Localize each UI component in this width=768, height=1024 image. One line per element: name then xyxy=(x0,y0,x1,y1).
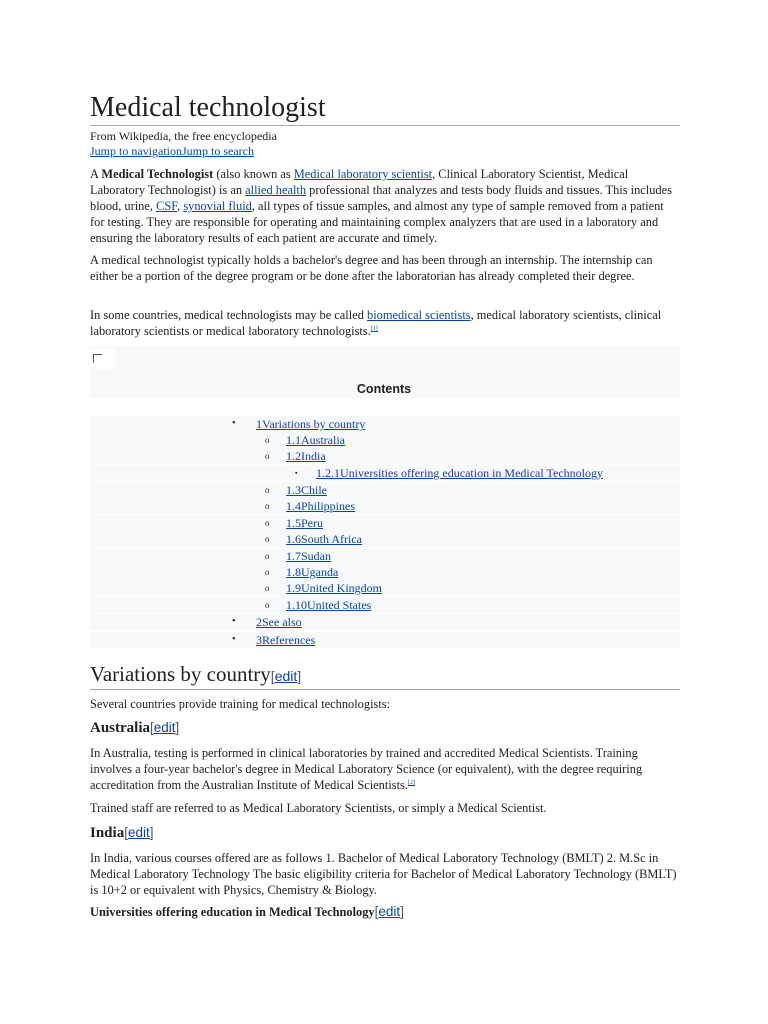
toc-item[interactable] xyxy=(90,580,680,596)
biomedical-scientists-link[interactable]: biomedical scientists xyxy=(367,308,471,322)
toc-number: 1.5 xyxy=(286,516,301,530)
toc-number: 1 xyxy=(256,417,262,431)
toc-number: 3 xyxy=(256,633,262,647)
toc-link[interactable] xyxy=(286,515,323,531)
text: (also known as xyxy=(213,167,294,181)
toc-number: 1.2 xyxy=(286,449,301,463)
toc-label: United States xyxy=(307,598,372,612)
toc-item[interactable] xyxy=(90,632,680,648)
section-heading-variations xyxy=(90,662,680,690)
toc-item[interactable] xyxy=(90,531,680,547)
toc-link[interactable] xyxy=(286,597,371,613)
edit-link[interactable]: edit xyxy=(127,825,150,840)
edit-link[interactable]: edit xyxy=(153,720,176,735)
text: , medical laboratory scientists, clinical laboratory scientists or medical laboratory technologists. xyxy=(90,308,662,338)
circle-bullet-icon: o xyxy=(265,451,270,461)
bullet-icon: • xyxy=(232,418,236,429)
toc-title: Contents xyxy=(356,382,412,396)
toc-item[interactable] xyxy=(90,614,680,630)
toc-number: 1.2.1 xyxy=(316,466,340,480)
text: In some countries, medical technologists may be called xyxy=(90,308,367,322)
toc-item[interactable] xyxy=(90,548,680,564)
medical-laboratory-scientist-link[interactable]: Medical laboratory scientist xyxy=(293,167,433,181)
australia-paragraph-1 xyxy=(90,745,680,793)
edit-section-link: [edit] xyxy=(124,825,154,840)
edit-section-link: [edit] xyxy=(150,720,180,735)
toc-link[interactable] xyxy=(286,448,326,464)
text: , all types of tissue samples, and almost any type of sample removed from a patient for testing. They are responsible for operating and maintaining complex analyzers that are used in a laboratory and ensuring the laboratory results of each patient are accurate and timely. xyxy=(90,199,664,245)
toc-label: India xyxy=(301,449,326,463)
bullet-icon: • xyxy=(232,616,236,627)
circle-bullet-icon: o xyxy=(265,551,270,561)
edit-section-link: [edit] xyxy=(270,668,302,684)
jump-to-search-link[interactable]: Jump to search xyxy=(182,144,254,158)
text: In Australia, testing is performed in clinical laboratories by trained and accredited Medical Scientists. Training involves a four-year bachelor's degree in Medical Laboratory Science (or equivalent), with the degree requiring accreditation from the Australian Institute of Medical Scientists. xyxy=(90,746,643,792)
toc-item[interactable] xyxy=(90,432,680,448)
toc-link[interactable] xyxy=(286,580,382,596)
circle-bullet-icon: o xyxy=(265,485,270,495)
toc-label: Philippines xyxy=(301,499,356,513)
toc-label: Chile xyxy=(301,483,327,497)
toc-item[interactable] xyxy=(90,482,680,498)
toc-link[interactable] xyxy=(286,482,327,498)
toc-label: Australia xyxy=(301,433,345,447)
intro-paragraph-1 xyxy=(90,166,680,246)
circle-bullet-icon: o xyxy=(265,435,270,445)
square-bullet-icon: ▪ xyxy=(295,469,298,477)
toc-link[interactable] xyxy=(316,465,603,481)
heading-text: Universities offering education in Medical Technology xyxy=(90,905,375,919)
text: , xyxy=(177,199,184,213)
toc-link[interactable] xyxy=(286,548,331,564)
toc-label: Universities offering education in Medical Technology xyxy=(340,466,603,480)
allied-health-link[interactable]: allied health xyxy=(245,183,307,197)
toc-number: 1.4 xyxy=(286,499,301,513)
circle-bullet-icon: o xyxy=(265,600,270,610)
variations-intro: Several countries provide training for medical technologists: xyxy=(90,697,391,711)
circle-bullet-icon: o xyxy=(265,534,270,544)
toc-link[interactable] xyxy=(286,531,362,547)
edit-section-link: [edit] xyxy=(374,904,404,919)
toc-label: See also xyxy=(262,615,302,629)
toc-number: 1.1 xyxy=(286,433,301,447)
india-paragraph-1: In India, various courses offered are as follows 1. Bachelor of Medical Laboratory Technology (BMLT) 2. M.Sc in Medical Laboratory Technology The basic eligibility criteria for Bachelor of Medical Laboratory Technology (BMLT) is 10+2 or equivalent with Physics, Chemistry & Biology. xyxy=(90,851,677,897)
toc-number: 1.8 xyxy=(286,565,301,579)
reference-1[interactable]: [1] xyxy=(370,326,378,332)
toc-item[interactable] xyxy=(90,564,680,580)
toc-item[interactable] xyxy=(90,416,680,432)
toc-item[interactable] xyxy=(90,448,680,464)
section-heading-india xyxy=(90,823,154,843)
toc-label: United Kingdom xyxy=(301,581,382,595)
synovial-fluid-link[interactable]: synovial fluid xyxy=(183,199,252,213)
australia-paragraph-2: Trained staff are referred to as Medical Laboratory Scientists, or simply a Medical Scientist. xyxy=(90,801,547,815)
text: , Clinical Laboratory Scientist, Medical Laboratory Technologist) is an xyxy=(90,167,629,197)
toc-link[interactable] xyxy=(286,564,338,580)
toc-link[interactable] xyxy=(256,416,365,432)
toc-item[interactable] xyxy=(90,498,680,514)
toc-label: References xyxy=(262,633,316,647)
toc-item[interactable] xyxy=(90,597,680,613)
toc-number: 1.10 xyxy=(286,598,307,612)
toc-number: 1.6 xyxy=(286,532,301,546)
circle-bullet-icon: o xyxy=(265,583,270,593)
heading-text: Australia xyxy=(90,720,150,736)
edit-link[interactable]: edit xyxy=(274,668,298,684)
toc-number: 2 xyxy=(256,615,262,629)
text: professional that analyzes and tests body fluids and tissues. This includes blood, urine, xyxy=(90,183,672,213)
bold-term: Medical Technologist xyxy=(101,167,214,181)
bullet-icon: • xyxy=(232,634,236,645)
section-heading-universities xyxy=(90,903,404,921)
toc-label: Peru xyxy=(301,516,323,530)
circle-bullet-icon: o xyxy=(265,518,270,528)
toc-link[interactable] xyxy=(256,632,315,648)
toc-link[interactable] xyxy=(256,614,302,630)
jump-to-navigation-link[interactable]: Jump to navigation xyxy=(90,144,182,158)
heading-text: India xyxy=(90,825,125,841)
toc-label: South Africa xyxy=(301,532,362,546)
toc-item[interactable] xyxy=(90,515,680,531)
toc-number: 1.9 xyxy=(286,581,301,595)
text: A xyxy=(90,167,102,181)
toc-link[interactable] xyxy=(286,498,355,514)
toc-toggle-checkbox[interactable] xyxy=(90,349,116,369)
toc-label: Uganda xyxy=(301,565,339,579)
section-heading-australia xyxy=(90,718,179,738)
intro-paragraph-3 xyxy=(90,307,680,339)
toc-label: Variations by country xyxy=(262,417,366,431)
circle-bullet-icon: o xyxy=(265,567,270,577)
toc-item[interactable] xyxy=(90,465,680,481)
toc-header xyxy=(90,346,680,398)
intro-paragraph-2: A medical technologist typically holds a bachelor's degree and has been through an internship. The internship can either be a portion of the degree program or be done after the laboratorian has already completed their degree. xyxy=(90,253,653,283)
tagline: From Wikipedia, the free encyclopedia xyxy=(90,129,277,143)
toc-number: 1.7 xyxy=(286,549,301,563)
jump-links xyxy=(90,144,254,158)
toc-link[interactable] xyxy=(286,432,345,448)
edit-link[interactable]: edit xyxy=(378,904,401,919)
page-title: Medical technologist xyxy=(90,92,680,126)
heading-text: Variations by country xyxy=(90,662,271,686)
toc-label: Sudan xyxy=(301,549,331,563)
toc-number: 1.3 xyxy=(286,483,301,497)
reference-2[interactable]: [2] xyxy=(407,780,415,786)
csf-link[interactable]: CSF xyxy=(156,199,178,213)
circle-bullet-icon: o xyxy=(265,501,270,511)
checkbox-icon xyxy=(93,354,102,363)
